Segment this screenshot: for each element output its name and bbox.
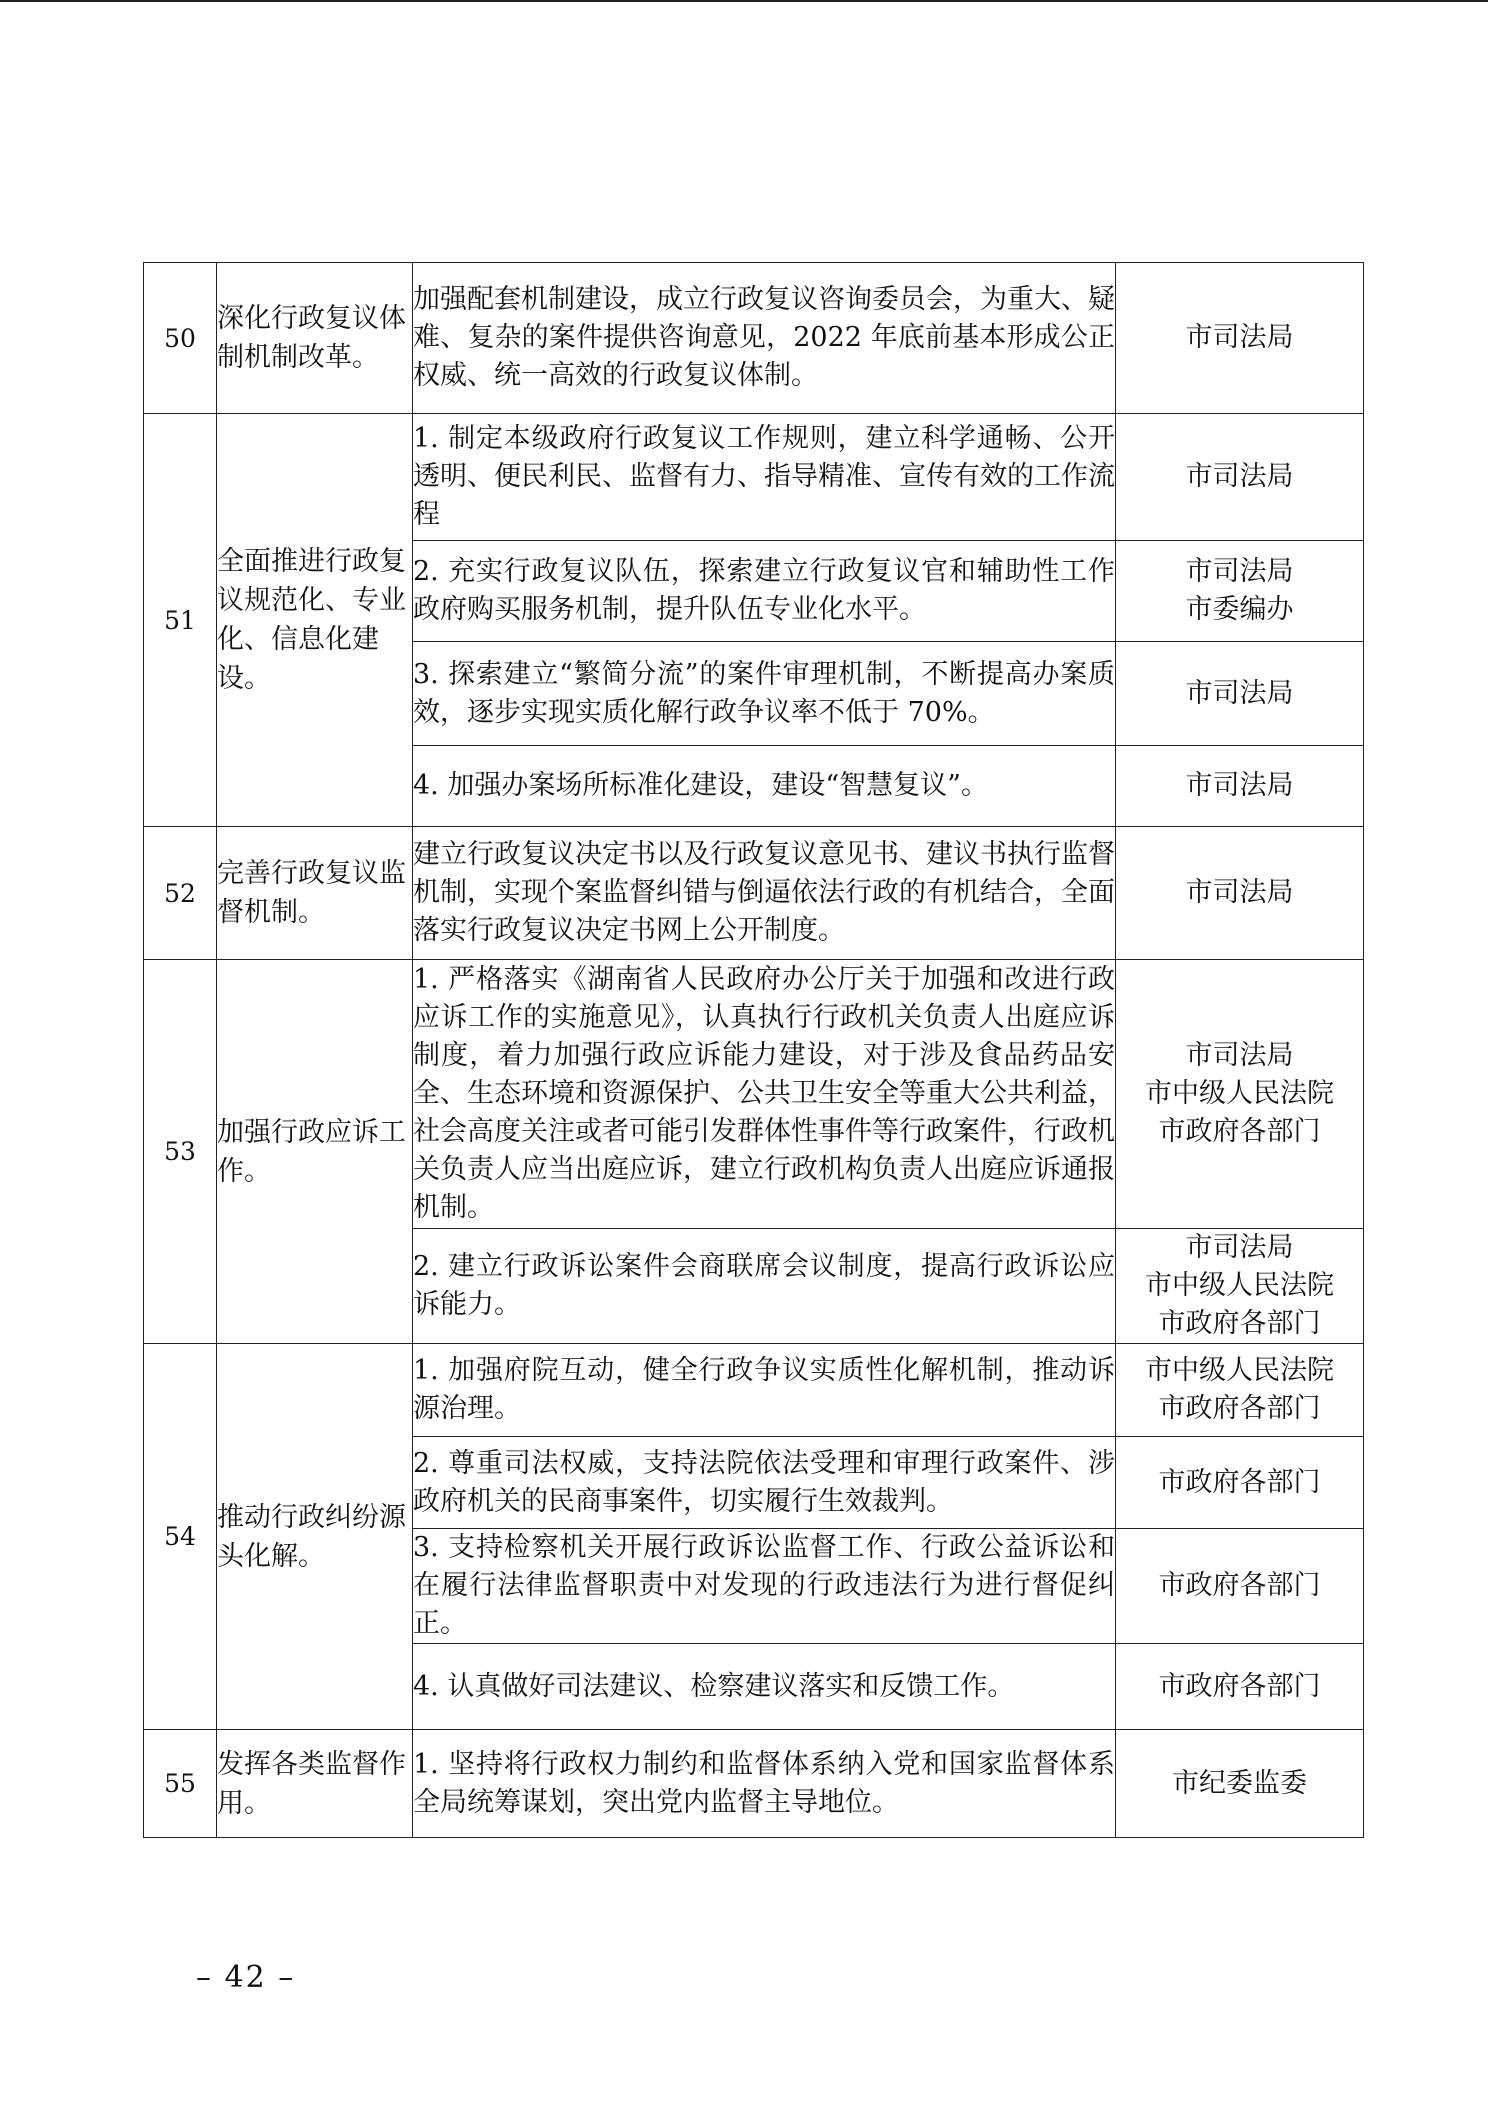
- task-content: 1. 加强府院互动，健全行政争议实质性化解机制，推动诉源治理。: [413, 1344, 1116, 1437]
- row-number: 51: [144, 414, 217, 827]
- row-number: 55: [144, 1730, 217, 1838]
- responsible-unit: 市司法局: [1116, 642, 1364, 746]
- task-item: 完善行政复议监督机制。: [217, 827, 413, 960]
- task-table: [143, 262, 1364, 1838]
- table-row: [144, 414, 1364, 541]
- top-border-line: [0, 0, 1488, 2]
- task-content: 1. 坚持将行政权力制约和监督体系纳入党和国家监督体系全局统筹谋划，突出党内监督主导地位。: [413, 1730, 1116, 1838]
- responsible-unit: 市司法局 市中级人民法院 市政府各部门: [1116, 1229, 1364, 1344]
- table-row: [144, 960, 1364, 1229]
- task-content: 2. 尊重司法权威，支持法院依法受理和审理行政案件、涉政府机关的民商事案件，切实履行生效裁判。: [413, 1437, 1116, 1529]
- page-number: – 42 –: [196, 1960, 296, 1995]
- task-item: 深化行政复议体制机制改革。: [217, 263, 413, 414]
- table-row: [144, 827, 1364, 960]
- responsible-unit: 市司法局: [1116, 827, 1364, 960]
- row-number: 50: [144, 263, 217, 414]
- responsible-unit: 市司法局 市中级人民法院 市政府各部门: [1116, 960, 1364, 1229]
- task-content: 加强配套机制建设，成立行政复议咨询委员会，为重大、疑难、复杂的案件提供咨询意见，2022 年底前基本形成公正权威、统一高效的行政复议体制。: [413, 263, 1116, 414]
- responsible-unit: 市司法局: [1116, 414, 1364, 541]
- task-content: 3. 支持检察机关开展行政诉讼监督工作、行政公益诉讼和在履行法律监督职责中对发现的行政违法行为进行督促纠正。: [413, 1529, 1116, 1644]
- task-item: 推动行政纠纷源头化解。: [217, 1344, 413, 1730]
- task-content: 3. 探索建立“繁简分流”的案件审理机制，不断提高办案质效，逐步实现实质化解行政争议率不低于 70%。: [413, 642, 1116, 746]
- task-content: 1. 严格落实《湖南省人民政府办公厅关于加强和改进行政应诉工作的实施意见》，认真执行行政机关负责人出庭应诉制度，着力加强行政应诉能力建设，对于涉及食品药品安全、生态环境和资源保护、公共卫生安全等重大公共利益，社会高度关注或者可能引发群体性事件等行政案件，行政机关负责人应当出庭应诉，建立行政机构负责人出庭应诉通报机制。: [413, 960, 1116, 1229]
- task-item: 加强行政应诉工作。: [217, 960, 413, 1344]
- row-number: 54: [144, 1344, 217, 1730]
- responsible-unit: 市政府各部门: [1116, 1529, 1364, 1644]
- task-item: 发挥各类监督作用。: [217, 1730, 413, 1838]
- row-number: 52: [144, 827, 217, 960]
- task-content: 4. 认真做好司法建议、检察建议落实和反馈工作。: [413, 1644, 1116, 1730]
- table-row: [144, 1344, 1364, 1437]
- responsible-unit: 市司法局: [1116, 263, 1364, 414]
- responsible-unit: 市中级人民法院 市政府各部门: [1116, 1344, 1364, 1437]
- responsible-unit: 市司法局: [1116, 746, 1364, 827]
- task-content: 建立行政复议决定书以及行政复议意见书、建议书执行监督机制，实现个案监督纠错与倒逼依法行政的有机结合，全面落实行政复议决定书网上公开制度。: [413, 827, 1116, 960]
- row-number: 53: [144, 960, 217, 1344]
- responsible-unit: 市政府各部门: [1116, 1644, 1364, 1730]
- task-content: 2. 建立行政诉讼案件会商联席会议制度，提高行政诉讼应诉能力。: [413, 1229, 1116, 1344]
- responsible-unit: 市纪委监委: [1116, 1730, 1364, 1838]
- responsible-unit: 市政府各部门: [1116, 1437, 1364, 1529]
- table-row: [144, 1730, 1364, 1838]
- task-content: 2. 充实行政复议队伍，探索建立行政复议官和辅助性工作政府购买服务机制，提升队伍专业化水平。: [413, 541, 1116, 642]
- task-content: 1. 制定本级政府行政复议工作规则，建立科学通畅、公开透明、便民利民、监督有力、指导精准、宣传有效的工作流程: [413, 414, 1116, 541]
- responsible-unit: 市司法局 市委编办: [1116, 541, 1364, 642]
- task-item: 全面推进行政复议规范化、专业化、信息化建设。: [217, 414, 413, 827]
- table-row: [144, 263, 1364, 414]
- task-content: 4. 加强办案场所标准化建设，建设“智慧复议”。: [413, 746, 1116, 827]
